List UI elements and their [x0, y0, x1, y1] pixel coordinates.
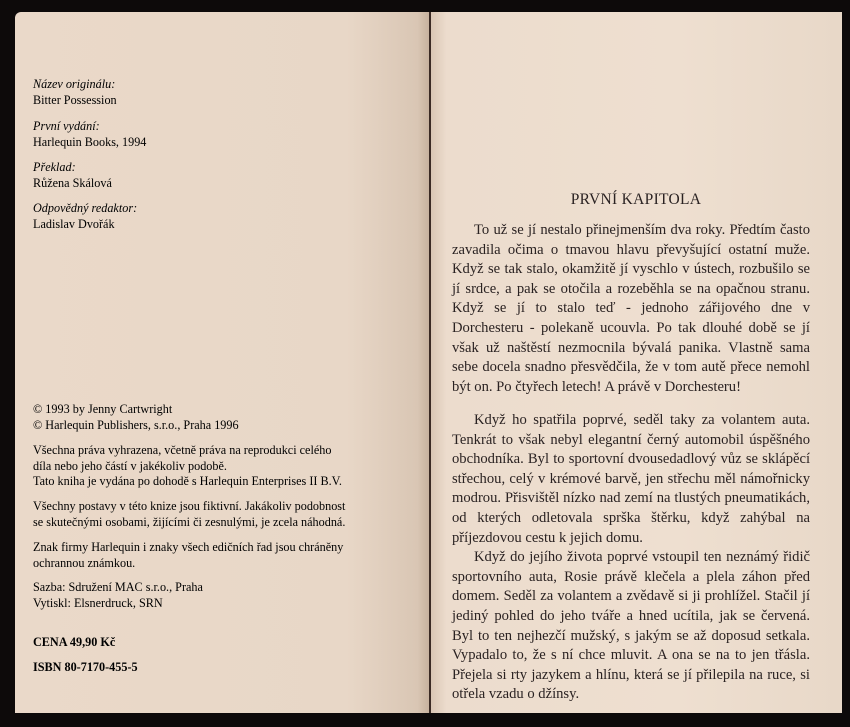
chapter-body	[452, 221, 810, 397]
credit-value: Ladislav Dvořák	[33, 216, 115, 231]
rights-line: Tato kniha je vydána po dohodě s Harlequin Enterprises II B.V.	[33, 474, 342, 488]
fiction-notice	[33, 499, 413, 530]
book-gutter	[429, 12, 431, 713]
copyright-line: © Harlequin Publishers, s.r.o., Praha 1996	[33, 417, 239, 432]
chapter-title: PRVNÍ KAPITOLA	[570, 191, 702, 208]
credit-first-edition	[33, 119, 146, 150]
trademark-line: ochrannou známkou.	[33, 555, 136, 570]
rights-line: díla nebo jeho částí v jakékoliv podobě.	[33, 458, 227, 473]
credit-editor	[33, 201, 137, 232]
credit-value: Harlequin Books, 1994	[33, 134, 147, 149]
paragraph: To už se jí nestalo přinejmenším dva roky. Předtím často zavadila očima o tmavou hlavu převyšující ostatní muže. Když se tak stalo, okamžitě jí vyschlo v ústech, rozbušilo se jí srdce, a pak se otočila a rozeběhla se na opačnou stranu. Když se jí to stalo teď - jednoho zářijového dne v Dorchesteru - polekaně ucouvla. Po tak dlouhé době se jí však už naštěstí nezmocnila bývalá panika. Vlastně sama sebe docela snadno přesvědčila, že v tom autě přece nemohl být on. Po čtyřech letech! A právě v Dorchesteru!	[452, 222, 810, 395]
production-line: Vytiskl: Elsnerdruck, SRN	[33, 595, 163, 610]
credit-original-title	[33, 77, 117, 108]
credit-label: Název originálu:	[33, 77, 116, 91]
price: CENA 49,90 Kč	[33, 635, 116, 649]
production-line: Sazba: Sdružení MAC s.r.o., Praha	[33, 580, 203, 594]
copyright-line: © 1993 by Jenny Cartwright	[33, 402, 173, 416]
isbn: ISBN 80-7170-455-5	[33, 660, 138, 674]
trademark-notice	[33, 540, 413, 571]
paragraph: Když ho spatřila poprvé, seděl taky za volantem auta. Tenkrát to však nebyl elegantní černý automobil úspěšného obchodníka. Byl to sportovní dvousedadlový vůz se sklápěcí střechou, celý v krémové barvě, jen střechu měl námořnicky modrou. Přisvištěl nízko nad zemí na tlustých pneumatikách, od kterých odletovala sprška štěrku, když zahýbal na příjezdovou cestu k jejich domu.	[452, 412, 810, 546]
credit-value: Bitter Possession	[33, 92, 117, 107]
copyright-block	[33, 402, 413, 433]
credit-label: Překlad:	[33, 160, 76, 174]
production-block	[33, 580, 413, 611]
credit-translation	[33, 160, 112, 191]
credit-label: První vydání:	[33, 119, 100, 133]
notice-line: Všechny postavy v této knize jsou fiktivní. Jakákoliv podobnost	[33, 499, 346, 513]
credit-value: Růžena Skálová	[33, 175, 112, 190]
paragraph: Když do jejího života poprvé vstoupil ten neznámý řidič sportovního auta, Rosie právě klečela a plela záhon před domem. Seděl za volantem a zvědavě si ji prohlížel. Stačil jí jediný pohled do jeho tváře a hned ucítila, jak se červená. Byl to ten nejhezčí mužský, s jakým se až doposud setkala. Vypadalo to, že s ní chce mluvit. A ona se na to jen třásla. Přejela si rty jazykem a hlínu, která se jí přilepila na ruce, si otřela vzadu o džínsy.	[452, 549, 810, 703]
chapter-body-2	[452, 411, 810, 705]
rights-line: Všechna práva vyhrazena, včetně práva na reprodukci celého	[33, 443, 332, 457]
rights-block	[33, 443, 413, 490]
notice-line: se skutečnými osobami, žijícími či zesnulými, je zcela náhodná.	[33, 514, 346, 529]
credit-label: Odpovědný redaktor:	[33, 201, 138, 215]
trademark-line: Znak firmy Harlequin i znaky všech edičních řad jsou chráněny	[33, 540, 344, 554]
